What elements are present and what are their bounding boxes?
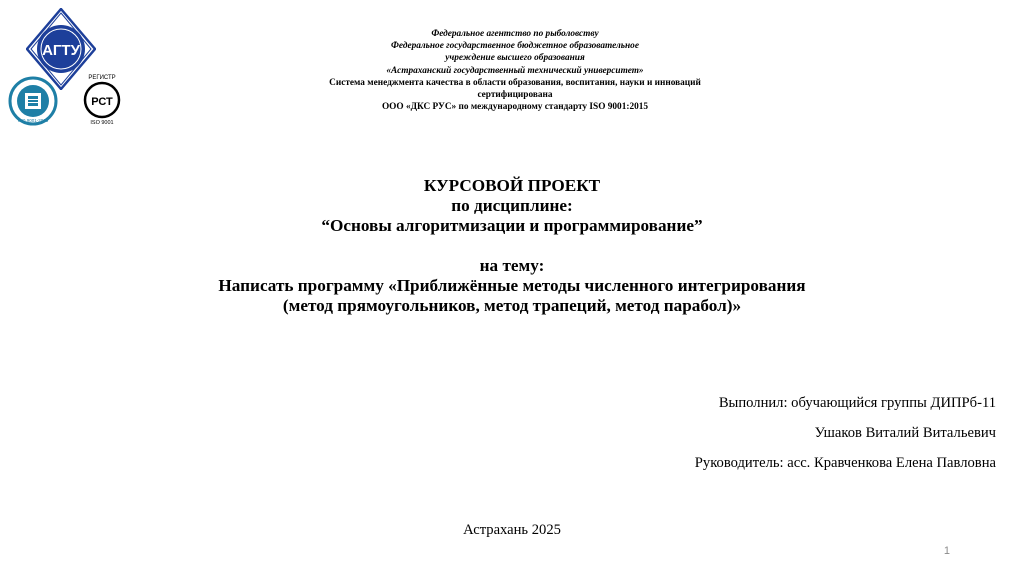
title-line-6: (метод прямоугольников, метод трапеций, метод парабол)» <box>282 295 742 315</box>
header-line-2: Федеральное государственное бюджетное образовательное <box>391 41 639 52</box>
header-line-6: сертифицирована <box>477 90 553 101</box>
logo-text: АГТУ <box>42 42 80 59</box>
quality-cert-logo <box>8 76 58 126</box>
header-line-5: Система менеджмента качества в области образования, воспитания, науки и инноваций <box>329 77 701 88</box>
title-line-3: “Основы алгоритмизации и программирование” <box>321 215 703 235</box>
rst-bottom-text: ISO 9001 <box>90 120 114 126</box>
header-line-4: «Астраханский государственный технический университет» <box>386 65 644 76</box>
rst-mark-text: РСТ <box>91 96 113 108</box>
header-line-3: учреждение высшего образования <box>445 53 585 64</box>
project-title <box>0 176 1024 316</box>
organization-header <box>260 28 770 113</box>
header-line-1: Федеральное агентство по рыболовству <box>431 29 599 39</box>
student-name: Ушаков Виталий Витальевич <box>814 425 996 441</box>
eco-ring-text: ISO 9001-2015 <box>17 118 49 123</box>
title-line-2: по дисциплине: <box>451 195 573 215</box>
city-year: Астрахань 2025 <box>463 522 561 538</box>
title-line-1: КУРСОВОЙ ПРОЕКТ <box>423 176 601 195</box>
page-number: 1 <box>943 545 950 557</box>
title-line-4: на тему: <box>479 256 545 276</box>
author-info <box>576 395 996 485</box>
rst-register-logo <box>78 72 126 126</box>
title-line-5: Написать программу «Приближённые методы численного интегрирования <box>218 276 806 296</box>
header-line-7: ООО «ДКС РУС» по международному стандарту ISO 9001:2015 <box>381 102 649 113</box>
supervisor-line: Руководитель: асс. Кравченкова Елена Павловна <box>694 455 996 471</box>
performer-line: Выполнил: обучающийся группы ДИПРб-11 <box>718 395 996 411</box>
rst-top-text: РЕГИСТР <box>88 75 116 81</box>
